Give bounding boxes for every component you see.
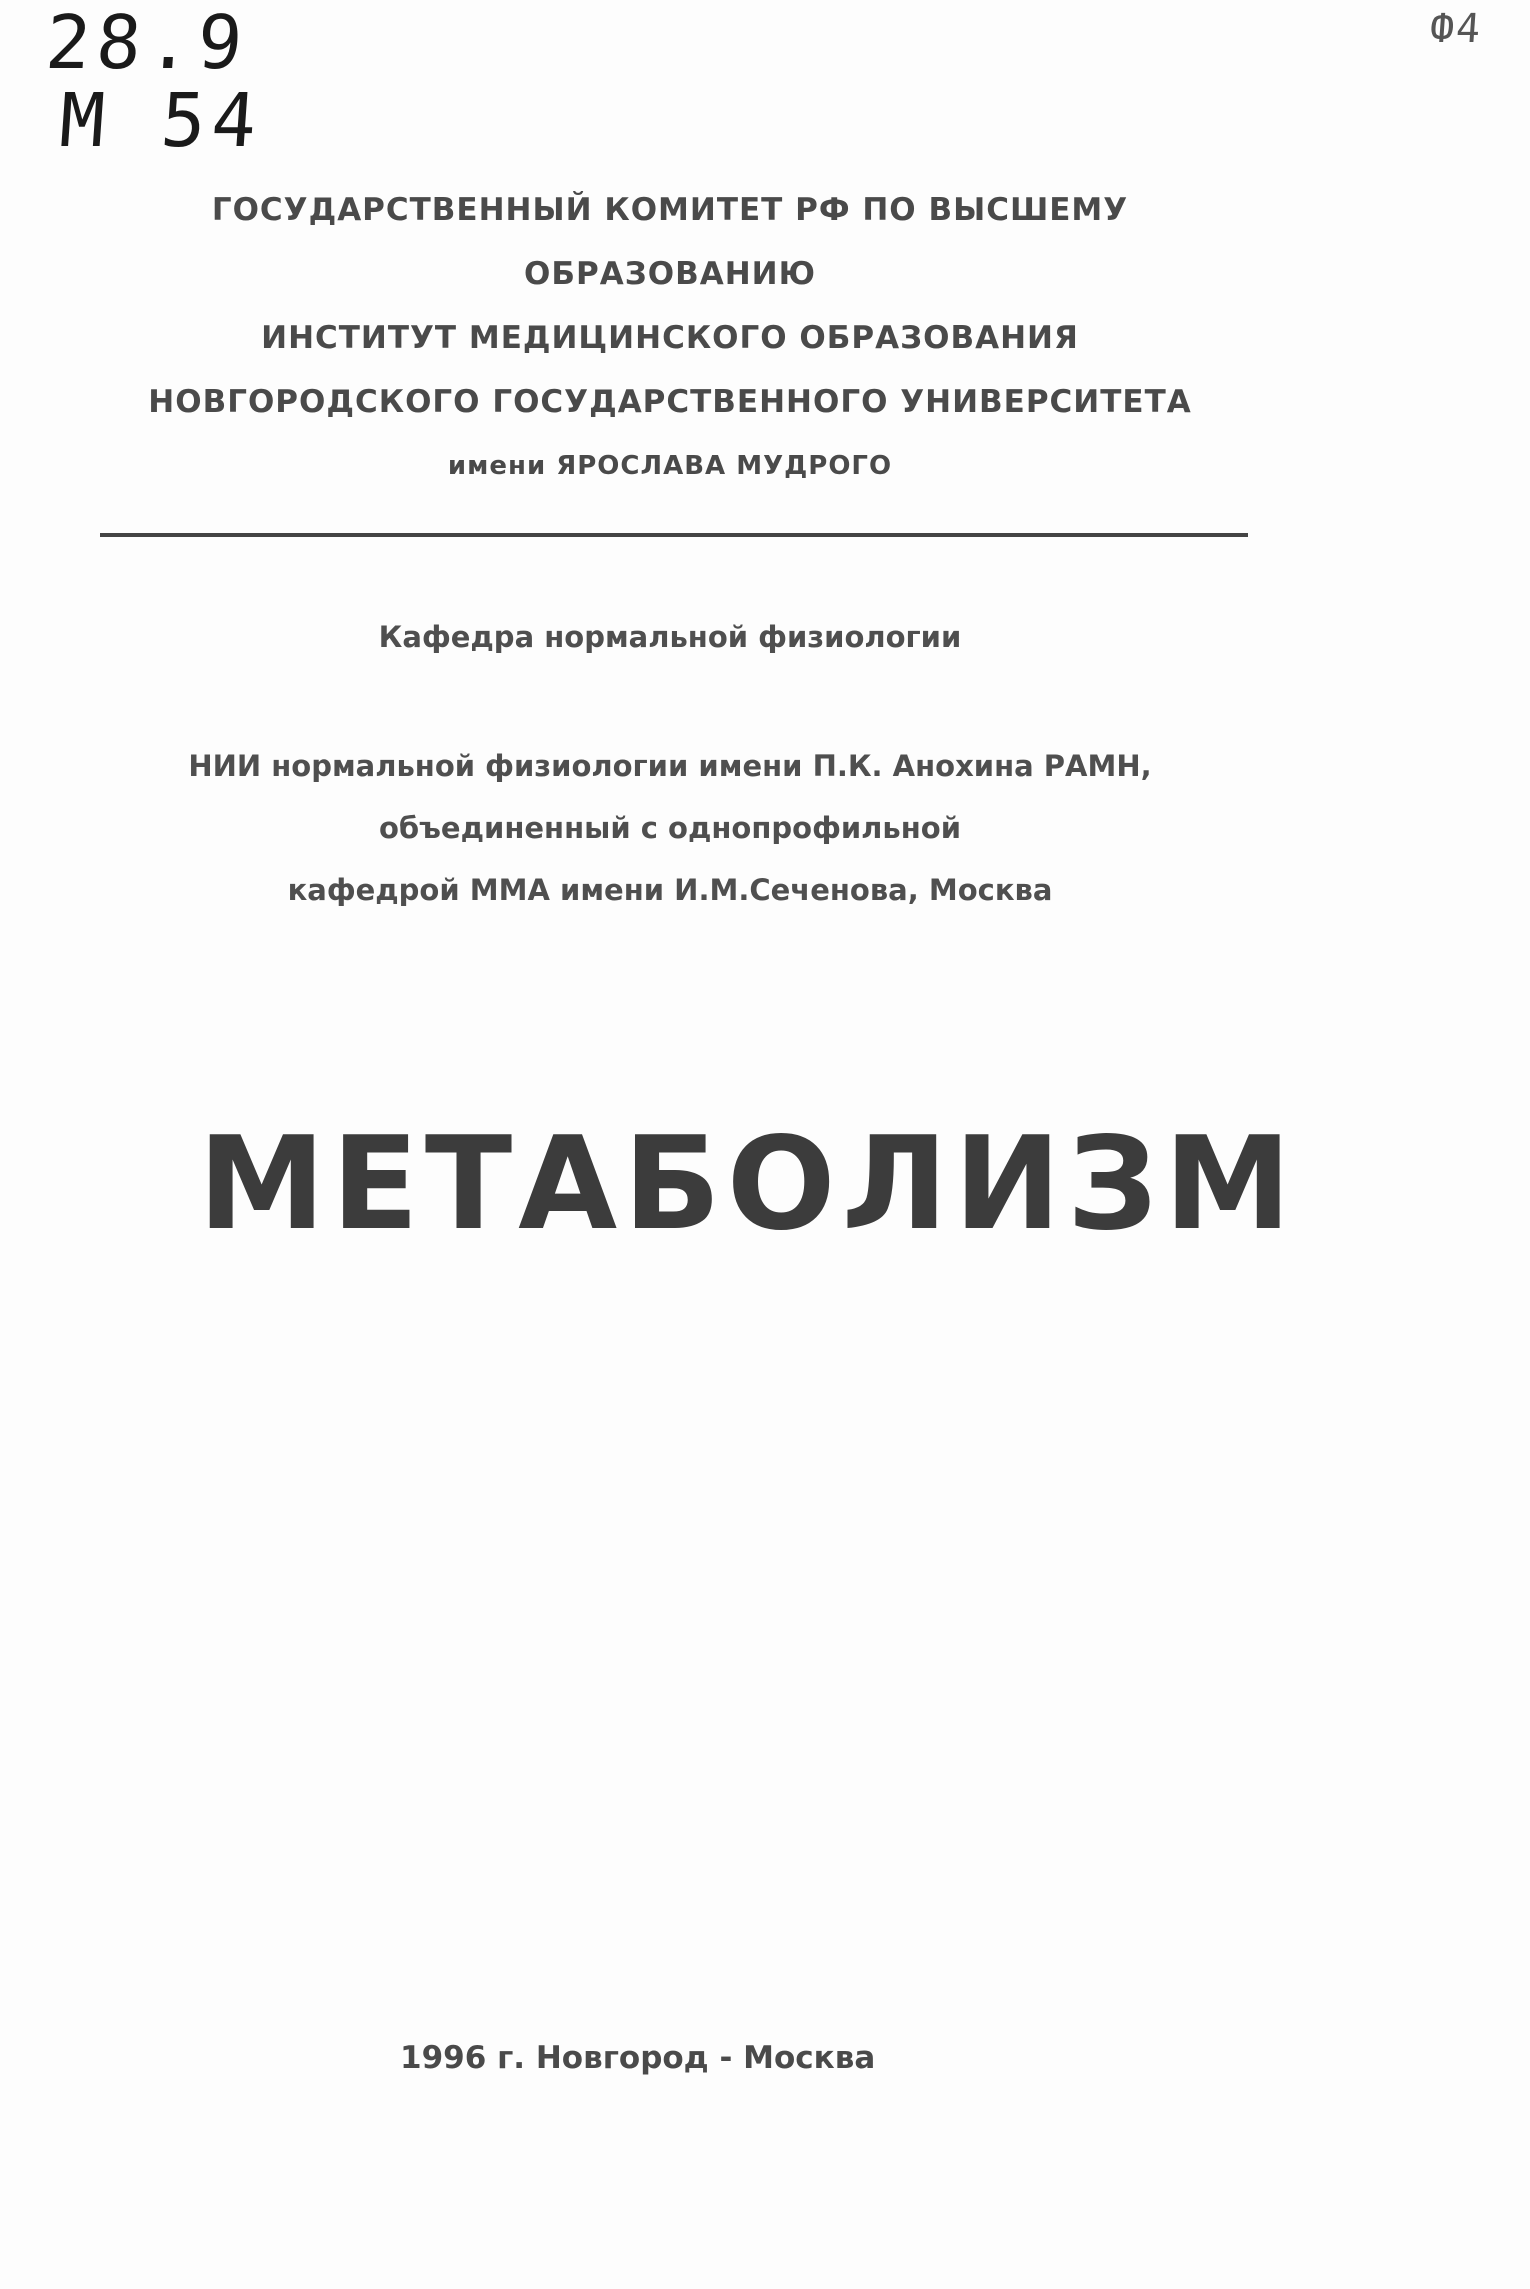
institute-line-2: объединенный с однопрофильной (378, 811, 962, 845)
handwritten-classification-code: 28.9 (42, 0, 252, 86)
header-line-3: ИНСТИТУТ МЕДИЦИНСКОГО ОБРАЗОВАНИЯ (261, 320, 1079, 356)
institute-line-3: кафедрой ММА имени И.М.Сеченова, Москва (287, 873, 1053, 907)
research-institute (100, 735, 1240, 921)
institution-header (100, 178, 1240, 498)
department-name: Кафедра нормальной физиологии (378, 620, 962, 654)
publication-year-place: 1996 г. Новгород - Москва (400, 2040, 876, 2076)
handwritten-author-mark: M 54 (56, 78, 266, 164)
header-line-4: НОВГОРОДСКОГО ГОСУДАРСТВЕННОГО УНИВЕРСИТЕТА (148, 384, 1192, 420)
handwritten-corner-mark: Ф4 (1428, 6, 1484, 52)
header-line-2: ОБРАЗОВАНИЮ (524, 256, 816, 292)
header-line-5: имени ЯРОСЛАВА МУДРОГО (447, 451, 893, 481)
horizontal-divider (100, 533, 1248, 537)
institute-line-1: НИИ нормальной физиологии имени П.К. Анохина РАМН, (188, 749, 1152, 783)
document-title: МЕТАБОЛИЗМ (198, 1110, 1298, 1259)
header-line-1: ГОСУДАРСТВЕННЫЙ КОМИТЕТ РФ ПО ВЫСШЕМУ (211, 192, 1129, 228)
